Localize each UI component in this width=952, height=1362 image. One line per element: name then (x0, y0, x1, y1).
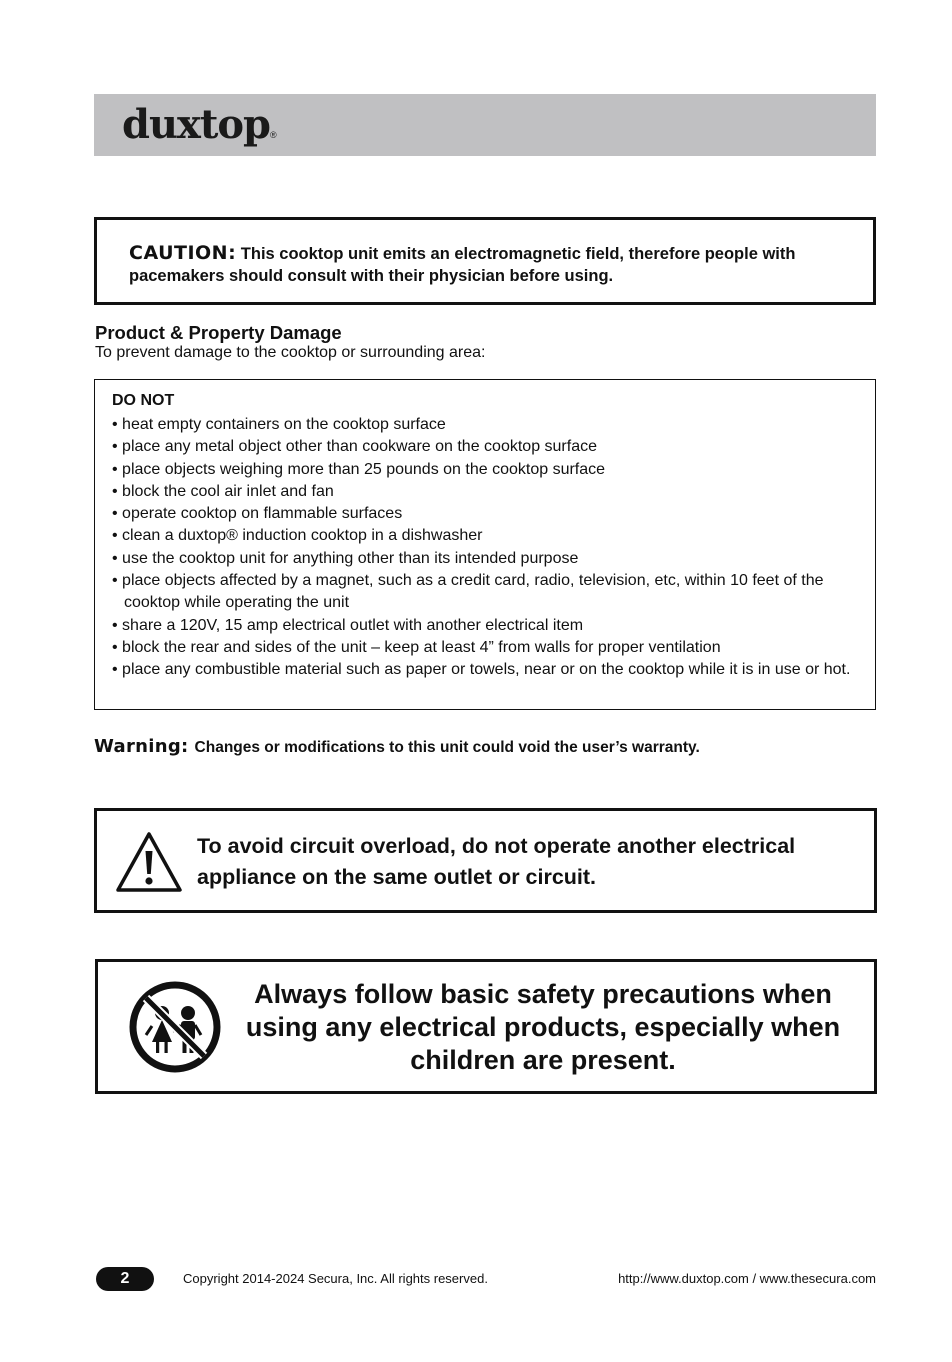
list-item: • share a 120V, 15 amp electrical outlet with another electrical item (112, 616, 584, 634)
caution-text (129, 242, 849, 287)
list-item: • place objects affected by a magnet, such as a credit card, radio, television, etc, within 10 feet of the cooktop while operating the unit (112, 572, 824, 612)
copyright-text: Copyright 2014-2024 Secura, Inc. All rights reserved. (183, 1271, 488, 1286)
list-item: • use the cooktop unit for anything other than its intended purpose (112, 549, 579, 567)
warning-triangle-icon (115, 831, 183, 893)
list-item: • block the rear and sides of the unit – keep at least 4” from walls for proper ventilation (112, 638, 721, 656)
list-item: • block the cool air inlet and fan (112, 482, 334, 500)
caution-label: CAUTION: (129, 242, 237, 264)
logo-text: duxtop (122, 101, 271, 148)
do-not-box (94, 379, 876, 710)
do-not-list (112, 414, 857, 682)
warning-label: Warning: (94, 736, 189, 757)
section-subtitle: To prevent damage to the cooktop or surrounding area: (95, 344, 486, 361)
section-title: Product & Property Damage (95, 322, 342, 343)
caution-box (94, 217, 876, 305)
circuit-notice-box (94, 808, 877, 913)
no-children-icon (128, 980, 222, 1074)
list-item: • place any combustible material such as paper or towels, near or on the cooktop while it is in use or hot. (112, 661, 851, 679)
circuit-notice-text: To avoid circuit overload, do not operate another electrical appliance on the same outlet or circuit. (197, 834, 796, 889)
do-not-heading: DO NOT (112, 392, 175, 409)
list-item: • clean a duxtop® induction cooktop in a dishwasher (112, 527, 483, 545)
list-item: • place any metal object other than cookware on the cooktop surface (112, 438, 597, 456)
website-links: http://www.duxtop.com / www.thesecura.com (618, 1271, 876, 1286)
list-item: • place objects weighing more than 25 pounds on the cooktop surface (112, 460, 606, 478)
warning-text: Changes or modifications to this unit could void the user’s warranty. (194, 739, 700, 756)
header-band (94, 94, 876, 156)
warning-line (94, 736, 700, 757)
list-item: • heat empty containers on the cooktop surface (112, 416, 446, 433)
duxtop-logo (122, 100, 276, 150)
caution-body: This cooktop unit emits an electromagnetic field, therefore people with pacemakers should consult with their physician before using. (129, 245, 796, 285)
children-notice-box (95, 959, 877, 1094)
logo-registered-mark: ® (270, 130, 276, 140)
list-item: • operate cooktop on flammable surfaces (112, 505, 403, 523)
children-notice-text: Always follow basic safety precautions when using any electrical products, especially when children are present. (245, 979, 841, 1075)
page-number-badge: 2 (96, 1267, 154, 1291)
